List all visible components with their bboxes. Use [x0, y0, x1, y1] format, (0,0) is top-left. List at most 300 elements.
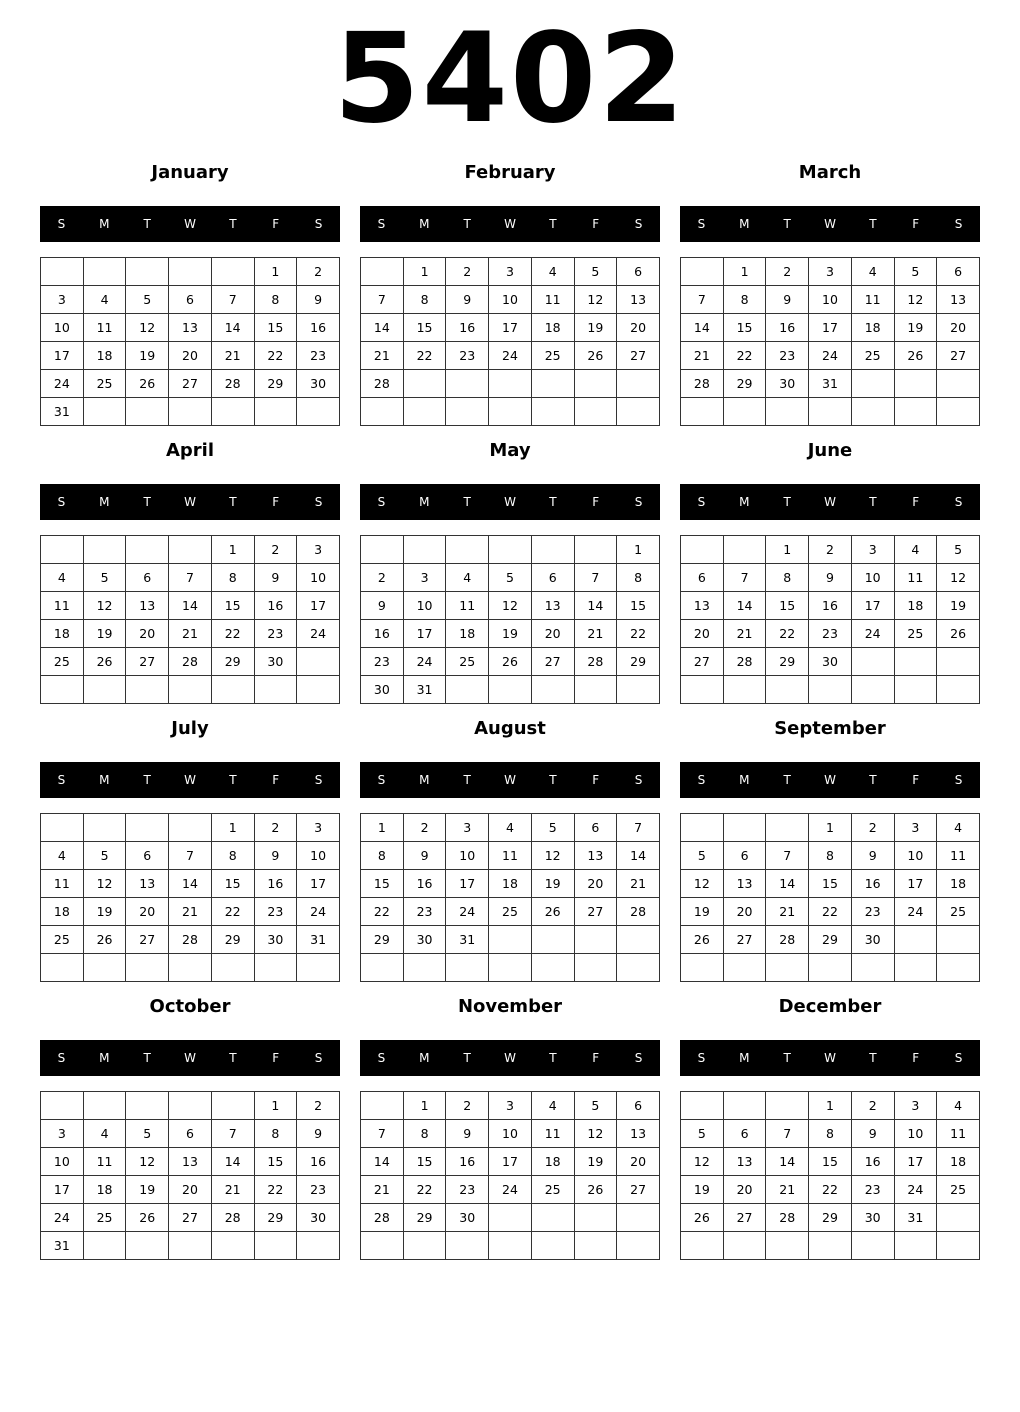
day-cell: 11: [531, 286, 574, 314]
day-cell: 25: [531, 342, 574, 370]
day-cell: 6: [617, 1092, 660, 1120]
weekday-label: T: [463, 495, 471, 509]
day-cell: [894, 1232, 937, 1260]
day-cell: 2: [403, 814, 446, 842]
weekday-label: F: [592, 1051, 600, 1065]
day-cell: 18: [531, 314, 574, 342]
day-cell: 2: [297, 1092, 340, 1120]
week-row: [681, 592, 980, 620]
day-cell: 15: [211, 870, 254, 898]
weekday-header: [40, 484, 340, 520]
day-cell: 18: [937, 1148, 980, 1176]
day-cell: [446, 954, 489, 982]
day-cell: 20: [169, 1176, 212, 1204]
day-cell: [894, 370, 937, 398]
day-cell: [403, 954, 446, 982]
day-cell: 29: [254, 1204, 297, 1232]
day-cell: 10: [403, 592, 446, 620]
weekday-label: T: [549, 217, 557, 231]
week-row: [681, 842, 980, 870]
week-row: [361, 1176, 660, 1204]
weekday-label: T: [229, 217, 237, 231]
day-cell: [681, 258, 724, 286]
day-cell: 1: [723, 258, 766, 286]
day-cell: [766, 1232, 809, 1260]
day-cell: 6: [126, 842, 169, 870]
day-cell: 12: [574, 286, 617, 314]
day-cell: 7: [361, 286, 404, 314]
weekday-label: M: [739, 773, 750, 787]
week-row: [41, 1092, 340, 1120]
day-cell: 8: [254, 286, 297, 314]
day-cell: 15: [361, 870, 404, 898]
week-row: [681, 1176, 980, 1204]
weekday-label: T: [143, 773, 151, 787]
week-row: [681, 898, 980, 926]
week-row: [41, 536, 340, 564]
day-cell: 14: [211, 1148, 254, 1176]
day-cell: [531, 1232, 574, 1260]
day-cell: [41, 954, 84, 982]
day-cell: 10: [809, 286, 852, 314]
day-grid: [40, 257, 340, 426]
day-cell: [126, 258, 169, 286]
day-cell: 31: [41, 398, 84, 426]
day-cell: 17: [403, 620, 446, 648]
day-cell: [254, 398, 297, 426]
day-cell: 14: [169, 592, 212, 620]
day-cell: [446, 536, 489, 564]
day-cell: [574, 954, 617, 982]
day-cell: 12: [83, 870, 126, 898]
month-title: November: [457, 996, 563, 1017]
weekday-label: T: [869, 773, 877, 787]
day-cell: 25: [894, 620, 937, 648]
day-cell: 5: [126, 1120, 169, 1148]
day-cell: 17: [446, 870, 489, 898]
day-cell: 30: [766, 370, 809, 398]
day-cell: [297, 1232, 340, 1260]
day-cell: 1: [617, 536, 660, 564]
day-cell: 7: [574, 564, 617, 592]
week-row: [41, 1176, 340, 1204]
day-cell: 17: [851, 592, 894, 620]
day-cell: 13: [169, 314, 212, 342]
week-row: [41, 286, 340, 314]
day-cell: [574, 926, 617, 954]
day-cell: 13: [126, 592, 169, 620]
weekday-label: M: [419, 495, 430, 509]
day-cell: 30: [361, 676, 404, 704]
day-cell: 30: [254, 648, 297, 676]
weekday-label: T: [549, 773, 557, 787]
day-cell: 8: [211, 842, 254, 870]
day-cell: 12: [937, 564, 980, 592]
day-cell: [851, 648, 894, 676]
day-cell: 22: [211, 898, 254, 926]
day-cell: 28: [361, 370, 404, 398]
weekday-label: S: [634, 495, 643, 509]
day-cell: [83, 398, 126, 426]
day-cell: [254, 676, 297, 704]
day-cell: 26: [681, 1204, 724, 1232]
day-cell: 19: [126, 1176, 169, 1204]
weekday-label: W: [184, 1051, 196, 1065]
day-cell: 19: [681, 1176, 724, 1204]
day-cell: [211, 258, 254, 286]
day-cell: 19: [83, 898, 126, 926]
weekday-label: S: [314, 1051, 323, 1065]
day-cell: 28: [211, 1204, 254, 1232]
day-cell: 3: [403, 564, 446, 592]
day-cell: [617, 1232, 660, 1260]
day-cell: [169, 1092, 212, 1120]
day-cell: [446, 1232, 489, 1260]
day-cell: 19: [937, 592, 980, 620]
day-cell: 21: [681, 342, 724, 370]
day-cell: 12: [681, 1148, 724, 1176]
week-row: [681, 564, 980, 592]
day-cell: 1: [403, 258, 446, 286]
day-cell: 8: [723, 286, 766, 314]
day-cell: 31: [403, 676, 446, 704]
day-cell: 23: [254, 620, 297, 648]
day-cell: 12: [894, 286, 937, 314]
week-row: [361, 258, 660, 286]
month-title: October: [149, 996, 231, 1017]
week-row: [681, 370, 980, 398]
weekday-label: F: [912, 773, 920, 787]
weekday-label: M: [739, 217, 750, 231]
day-cell: 30: [809, 648, 852, 676]
week-row: [361, 370, 660, 398]
day-cell: 1: [809, 814, 852, 842]
week-row: [681, 286, 980, 314]
day-cell: [169, 258, 212, 286]
day-cell: 14: [574, 592, 617, 620]
month-title: March: [798, 162, 862, 183]
day-cell: 29: [211, 926, 254, 954]
day-cell: 25: [937, 1176, 980, 1204]
day-cell: 13: [169, 1148, 212, 1176]
day-cell: 13: [681, 592, 724, 620]
day-cell: 18: [489, 870, 532, 898]
day-grid: [40, 813, 340, 982]
day-cell: 25: [489, 898, 532, 926]
weekday-label: M: [99, 1051, 110, 1065]
day-cell: [723, 676, 766, 704]
weekday-label: W: [824, 217, 836, 231]
day-cell: 22: [254, 342, 297, 370]
day-cell: 9: [297, 286, 340, 314]
day-cell: 15: [211, 592, 254, 620]
day-cell: 15: [766, 592, 809, 620]
day-cell: 17: [489, 314, 532, 342]
day-cell: 12: [126, 1148, 169, 1176]
day-cell: 6: [574, 814, 617, 842]
day-cell: 24: [41, 1204, 84, 1232]
day-cell: 9: [851, 1120, 894, 1148]
week-row: [41, 314, 340, 342]
day-cell: 21: [766, 1176, 809, 1204]
week-row: [41, 370, 340, 398]
weekday-label: S: [634, 1051, 643, 1065]
day-cell: [766, 954, 809, 982]
day-cell: 31: [894, 1204, 937, 1232]
day-cell: 23: [297, 1176, 340, 1204]
day-cell: 6: [723, 842, 766, 870]
day-cell: 29: [211, 648, 254, 676]
day-cell: 22: [403, 342, 446, 370]
day-cell: [809, 398, 852, 426]
day-cell: 28: [169, 926, 212, 954]
day-cell: 26: [83, 648, 126, 676]
day-cell: 20: [723, 898, 766, 926]
day-cell: 5: [126, 286, 169, 314]
day-cell: 14: [766, 870, 809, 898]
day-cell: 16: [403, 870, 446, 898]
day-cell: [126, 676, 169, 704]
day-cell: [937, 954, 980, 982]
day-cell: 5: [937, 536, 980, 564]
day-cell: 19: [574, 1148, 617, 1176]
weekday-label: M: [99, 217, 110, 231]
day-cell: 17: [297, 870, 340, 898]
week-row: [361, 898, 660, 926]
weekday-label: M: [419, 773, 430, 787]
day-cell: 2: [446, 1092, 489, 1120]
day-cell: 18: [41, 620, 84, 648]
day-cell: [681, 1232, 724, 1260]
day-cell: 19: [574, 314, 617, 342]
week-row: [361, 1204, 660, 1232]
weekday-header: [680, 484, 980, 520]
day-cell: 15: [254, 1148, 297, 1176]
day-cell: [126, 954, 169, 982]
day-cell: [937, 398, 980, 426]
day-cell: 8: [809, 842, 852, 870]
day-cell: 24: [894, 898, 937, 926]
day-grid: [360, 535, 660, 704]
day-cell: [723, 1232, 766, 1260]
day-cell: 4: [41, 564, 84, 592]
day-cell: 24: [809, 342, 852, 370]
day-cell: 6: [126, 564, 169, 592]
weekday-label: T: [229, 773, 237, 787]
day-cell: 4: [937, 814, 980, 842]
day-cell: 14: [169, 870, 212, 898]
day-cell: [681, 954, 724, 982]
day-cell: [254, 954, 297, 982]
day-cell: [169, 398, 212, 426]
week-row: [681, 954, 980, 982]
weekday-label: F: [592, 217, 600, 231]
weekday-header: [40, 762, 340, 798]
day-cell: [41, 1092, 84, 1120]
day-cell: 23: [297, 342, 340, 370]
day-cell: 11: [531, 1120, 574, 1148]
day-cell: 17: [809, 314, 852, 342]
day-cell: 3: [489, 258, 532, 286]
day-cell: [83, 536, 126, 564]
day-cell: 16: [446, 314, 489, 342]
day-cell: [403, 1232, 446, 1260]
day-cell: 25: [41, 926, 84, 954]
weekday-label: M: [419, 217, 430, 231]
day-cell: [894, 676, 937, 704]
day-cell: 2: [254, 814, 297, 842]
day-cell: 13: [617, 286, 660, 314]
week-row: [361, 342, 660, 370]
weekday-label: W: [184, 217, 196, 231]
day-cell: 9: [297, 1120, 340, 1148]
weekday-label: T: [783, 495, 791, 509]
day-cell: [361, 398, 404, 426]
day-cell: 19: [894, 314, 937, 342]
day-cell: 4: [531, 258, 574, 286]
weekday-header: [40, 206, 340, 242]
day-cell: [489, 676, 532, 704]
weekday-label: F: [912, 217, 920, 231]
day-cell: 4: [83, 286, 126, 314]
day-cell: [809, 954, 852, 982]
day-cell: 9: [403, 842, 446, 870]
day-cell: 11: [489, 842, 532, 870]
day-cell: 7: [169, 842, 212, 870]
week-row: [681, 620, 980, 648]
day-cell: [723, 1092, 766, 1120]
weekday-label: S: [954, 495, 963, 509]
day-cell: 27: [574, 898, 617, 926]
day-cell: 1: [809, 1092, 852, 1120]
day-cell: 15: [809, 1148, 852, 1176]
day-cell: 8: [403, 286, 446, 314]
month-title: August: [474, 718, 546, 739]
day-cell: 11: [83, 1148, 126, 1176]
week-row: [681, 1148, 980, 1176]
day-cell: 20: [723, 1176, 766, 1204]
day-cell: 23: [446, 342, 489, 370]
weekday-header: [680, 1040, 980, 1076]
day-cell: 21: [723, 620, 766, 648]
day-cell: [894, 926, 937, 954]
week-row: [361, 842, 660, 870]
weekday-label: S: [57, 217, 66, 231]
day-cell: [126, 398, 169, 426]
day-cell: [766, 814, 809, 842]
week-row: [361, 1092, 660, 1120]
weekday-header: [40, 1040, 340, 1076]
day-cell: 6: [169, 1120, 212, 1148]
day-cell: [169, 536, 212, 564]
weekday-label: S: [57, 773, 66, 787]
day-cell: [361, 536, 404, 564]
day-cell: [681, 814, 724, 842]
weekday-label: W: [184, 773, 196, 787]
day-cell: 4: [489, 814, 532, 842]
day-cell: 9: [446, 286, 489, 314]
week-row: [41, 954, 340, 982]
week-row: [361, 954, 660, 982]
day-cell: 24: [489, 1176, 532, 1204]
day-cell: 30: [851, 1204, 894, 1232]
day-cell: 3: [894, 814, 937, 842]
day-cell: 16: [361, 620, 404, 648]
weekday-label: S: [377, 1051, 386, 1065]
day-cell: 18: [446, 620, 489, 648]
day-cell: 4: [83, 1120, 126, 1148]
week-row: [41, 592, 340, 620]
day-cell: 26: [574, 1176, 617, 1204]
day-cell: [41, 536, 84, 564]
weekday-header: [360, 762, 660, 798]
day-cell: 30: [297, 370, 340, 398]
day-cell: [531, 926, 574, 954]
day-cell: [297, 954, 340, 982]
day-cell: 13: [574, 842, 617, 870]
day-cell: 17: [297, 592, 340, 620]
week-row: [41, 342, 340, 370]
day-cell: 23: [851, 1176, 894, 1204]
weekday-label: F: [592, 773, 600, 787]
day-cell: [489, 370, 532, 398]
day-cell: 17: [41, 1176, 84, 1204]
day-cell: [446, 676, 489, 704]
day-cell: [126, 1092, 169, 1120]
day-grid: [40, 535, 340, 704]
day-cell: [403, 370, 446, 398]
day-cell: 27: [126, 926, 169, 954]
day-cell: [489, 1204, 532, 1232]
day-cell: 27: [617, 342, 660, 370]
day-cell: 28: [574, 648, 617, 676]
day-cell: 22: [723, 342, 766, 370]
day-cell: 30: [254, 926, 297, 954]
day-cell: 26: [531, 898, 574, 926]
day-cell: [681, 676, 724, 704]
day-cell: 20: [574, 870, 617, 898]
day-cell: [489, 926, 532, 954]
day-cell: 3: [894, 1092, 937, 1120]
day-cell: 26: [574, 342, 617, 370]
weekday-label: S: [954, 217, 963, 231]
day-cell: [937, 1232, 980, 1260]
day-cell: 22: [809, 1176, 852, 1204]
day-cell: [723, 536, 766, 564]
week-row: [41, 1120, 340, 1148]
day-cell: 26: [937, 620, 980, 648]
weekday-label: T: [143, 495, 151, 509]
day-cell: 20: [169, 342, 212, 370]
day-cell: 18: [894, 592, 937, 620]
day-cell: 28: [617, 898, 660, 926]
day-cell: [531, 370, 574, 398]
day-cell: 24: [489, 342, 532, 370]
day-cell: 5: [531, 814, 574, 842]
day-cell: 8: [617, 564, 660, 592]
day-cell: 22: [809, 898, 852, 926]
week-row: [41, 1232, 340, 1260]
day-cell: 2: [446, 258, 489, 286]
week-row: [681, 536, 980, 564]
week-row: [681, 1204, 980, 1232]
day-cell: 5: [489, 564, 532, 592]
day-cell: 15: [723, 314, 766, 342]
day-cell: 7: [766, 1120, 809, 1148]
day-cell: 9: [254, 842, 297, 870]
day-cell: 15: [403, 1148, 446, 1176]
week-row: [681, 676, 980, 704]
